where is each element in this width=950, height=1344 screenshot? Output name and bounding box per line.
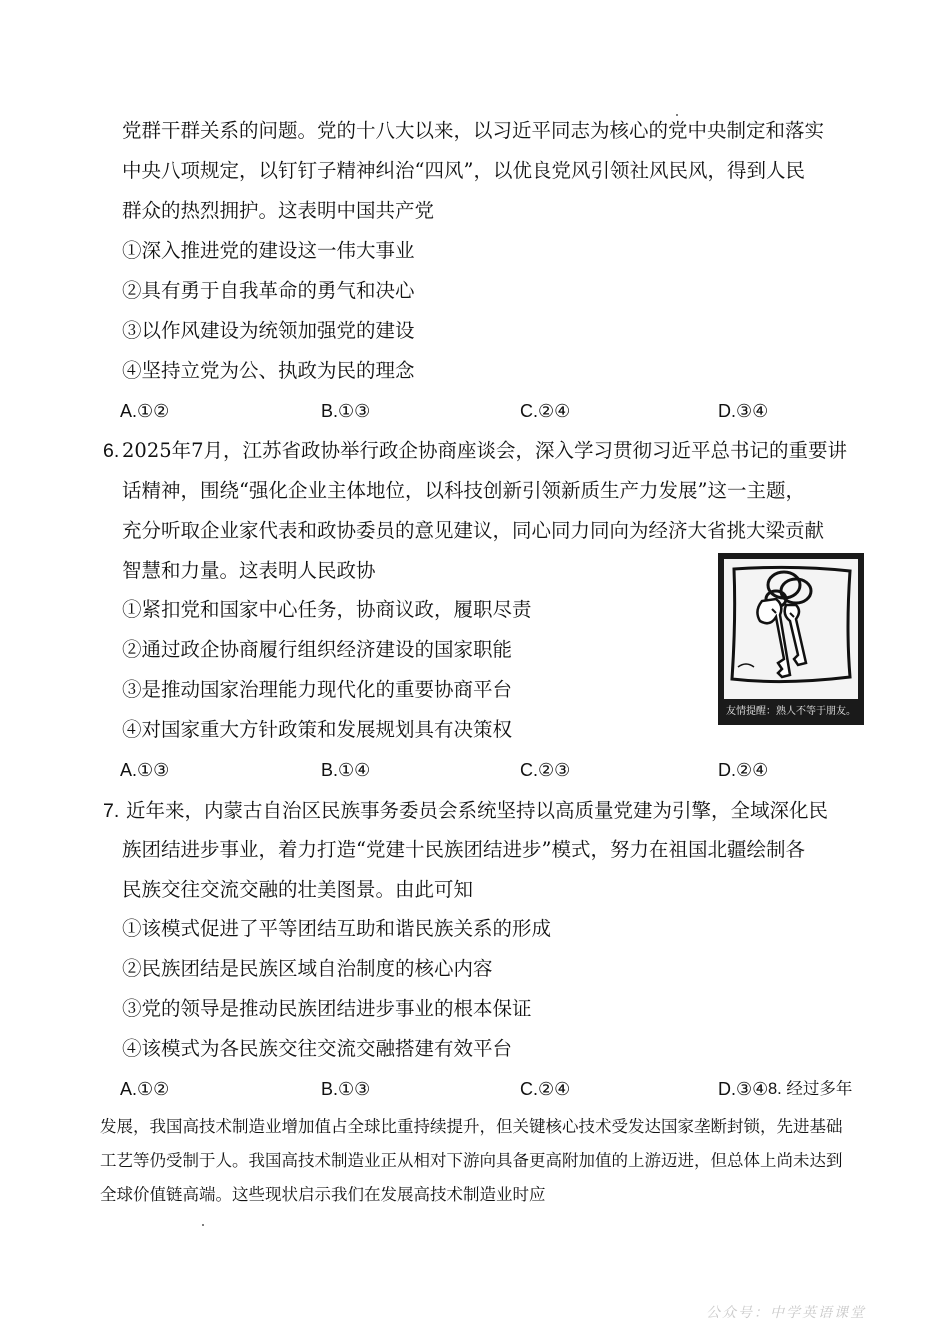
scan-speck [676,114,678,116]
q5-option-c: C.②④ [520,401,571,421]
q6-option-c: C.②③ [520,760,571,780]
q6-stem-line: 话精神，围绕“强化企业主体地位，以科技创新引领新质生产力发展”这一主题， [122,479,805,502]
q8-start: 8. 经过多年 [768,1080,853,1098]
q5-stem-line: 群众的热烈拥护。这表明中国共产党 [122,199,435,222]
q6-stem-line: 充分听取企业家代表和政协委员的意见建议，同心同力同向为经济大省挑大梁贡献 [122,519,825,542]
cartoon-panel [724,559,858,699]
q5-option-b: B.①③ [321,401,371,421]
q6-statement: ①紧扣党和国家中心任务，协商议政，履职尽责 [122,598,532,621]
q7-stem-line: 族团结进步事业，着力打造“党建十民族团结进步”模式，努力在祖国北疆绘制各 [122,838,805,861]
keys-cartoon [718,553,864,725]
q5-stem-line: 党群干群关系的问题。党的十八大以来，以习近平同志为核心的党中央制定和落实 [122,119,825,142]
q7-option-b: B.①③ [321,1079,371,1099]
q7-statement: ①该模式促进了平等团结互助和谐民族关系的形成 [122,917,552,940]
q7-statement: ②民族团结是民族区域自治制度的核心内容 [122,957,493,980]
q6-option-b: B.①④ [321,760,371,780]
q6-option-a: A.①③ [120,760,170,780]
q5-statement: ②具有勇于自我革命的勇气和决心 [122,279,415,302]
q7-stem-line: 民族交往交流交融的壮美图景。由此可知 [122,878,474,901]
scan-speck [202,1224,204,1226]
q6-option-d: D.②④ [718,760,769,780]
q5-statement: ④坚持立党为公、执政为民的理念 [122,359,415,382]
q6-statement: ③是推动国家治理能力现代化的重要协商平台 [122,678,513,701]
q7-statement: ④该模式为各民族交往交流交融搭建有效平台 [122,1037,513,1060]
q7-stem-line: 近年来，内蒙古自治区民族事务委员会系统坚持以高质量党建为引擎，全域深化民 [126,799,829,822]
q6-number: 6. [103,440,120,462]
q5-option-a: A.①② [120,401,170,421]
q7-option-d: D.③④ [718,1079,769,1099]
q8-stem-line: 工艺等仍受制于人。我国高技术制造业正从相对下游向具备更高附加值的上游迈进，但总体上尚未达到 [100,1151,843,1170]
q7-option-a: A.①② [120,1079,170,1099]
watermark: 公众号：中学英语课堂 [706,1305,866,1321]
q7-option-c: C.②④ [520,1079,571,1099]
q8-stem-line: 全球价值链高端。这些现状启示我们在发展高技术制造业时应 [100,1185,546,1204]
q6-statement: ②通过政企协商履行组织经济建设的国家职能 [122,638,513,661]
q7-number: 7. [103,800,120,822]
q5-stem-line: 中央八项规定，以钉钉子精神纠治“四风”，以优良党风引领社风民风，得到人民 [122,159,805,182]
q5-statement: ③以作风建设为统领加强党的建设 [122,319,415,342]
q7-statement: ③党的领导是推动民族团结进步事业的根本保证 [122,997,532,1020]
q8-stem-line: 发展，我国高技术制造业增加值占全球比重持续提升，但关键核心技术受发达国家垄断封锁，先进基础 [100,1117,843,1136]
q6-stem-line: 智慧和力量。这表明人民政协 [122,559,376,582]
q6-stem-line: 2025年7月，江苏省政协举行政企协商座谈会，深入学习贯彻习近平总书记的重要讲 [122,439,848,462]
q5-option-d: D.③④ [718,401,769,421]
q5-statement: ①深入推进党的建设这一伟大事业 [122,239,415,262]
keys-icon [724,559,858,699]
cartoon-caption: 友情提醒：熟人不等于朋友。 [726,706,856,717]
q6-statement: ④对国家重大方针政策和发展规划具有决策权 [122,718,513,741]
